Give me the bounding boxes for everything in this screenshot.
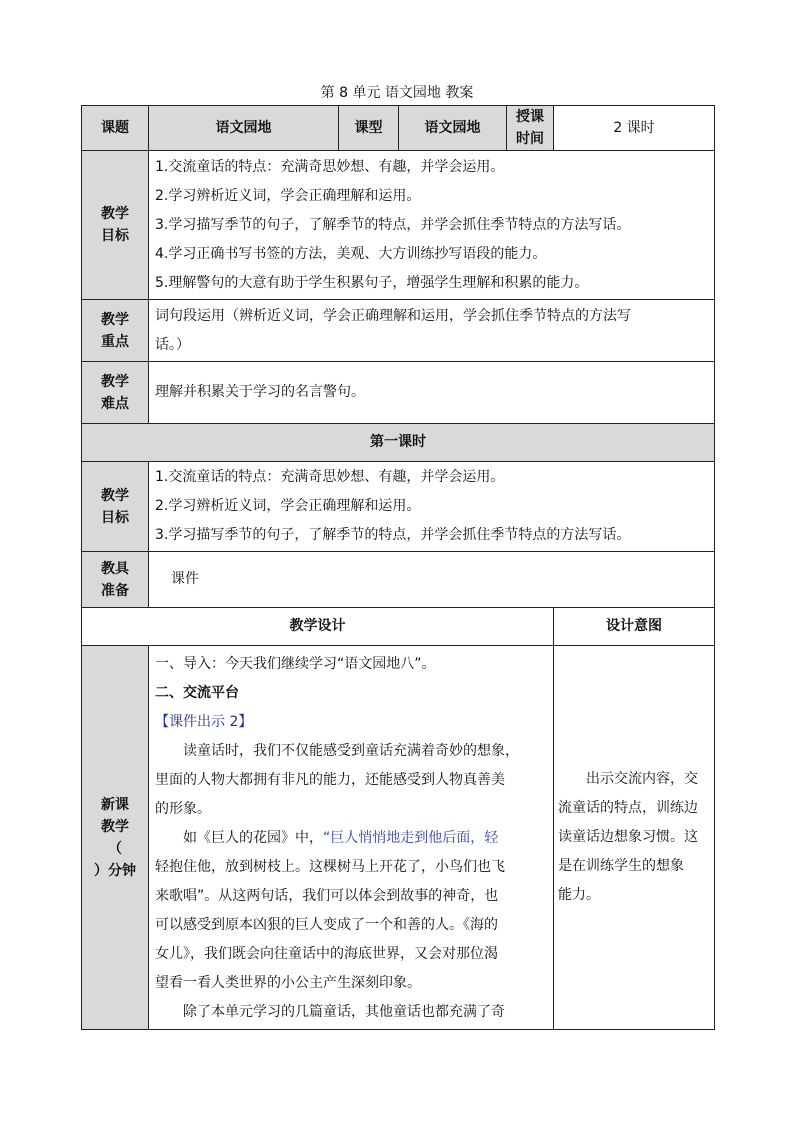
goals-row: [82, 151, 715, 300]
topic-value: 语文园地: [149, 106, 339, 151]
goal-item: 2.学习辨析近义词，学会正确理解和运用。: [155, 187, 421, 204]
design-line: 里面的人物大都拥有非凡的能力，还能感受到人物真善美: [155, 772, 505, 788]
difficulty-label: [82, 362, 149, 424]
lesson-plan-table: [81, 105, 715, 1030]
design-header-row: [82, 608, 715, 646]
new-lesson-label-line-2: 教学: [101, 818, 129, 835]
type-value: 语文园地: [399, 106, 507, 151]
design-line: 可以感受到原本凶狠的巨人变成了一个和善的人。《海的: [155, 917, 498, 933]
new-lesson-label-line-3: （: [108, 840, 122, 857]
difficulty-content: 理解并积累关于学习的名言警句。: [149, 362, 715, 424]
focus-content: [149, 300, 715, 362]
new-lesson-row: [82, 646, 715, 1030]
lesson-one-goal-item: 1.交流童话的特点：充满奇思妙想、有趣，并学会运用。: [155, 469, 505, 485]
intent-line: 能力。: [558, 887, 600, 903]
tools-row: [82, 552, 715, 608]
lesson-one-goals-label-line-2: 目标: [101, 509, 129, 526]
lesson-one-title: 第一课时: [82, 424, 715, 462]
focus-label: [82, 300, 149, 362]
design-header: 教学设计: [82, 608, 554, 646]
lesson-one-goal-item: 2.学习辨析近义词，学会正确理解和运用。: [155, 498, 421, 514]
design-line: [155, 824, 549, 853]
goals-content: [149, 151, 715, 300]
tools-value: 课件: [149, 552, 715, 608]
goal-item: 5.理解警句的大意有助于学生积累句子，增强学生理解和积累的能力。: [155, 274, 589, 291]
new-lesson-label: [82, 646, 149, 1030]
goals-label-line-1: 教学: [101, 206, 129, 222]
goal-item: 3.学习描写季节的句子，了解季节的特点，并学会抓住季节特点的方法写话。: [155, 216, 631, 233]
lesson-one-goals-label: [82, 462, 149, 552]
focus-label-line-1: 教学: [101, 311, 129, 328]
design-line: 女儿》，我们既会向往童话中的海底世界，又会对那位渴: [155, 946, 498, 962]
focus-row: [82, 300, 715, 362]
difficulty-label-line-1: 教学: [101, 373, 129, 390]
lesson-one-goals-content: [149, 462, 715, 552]
design-section-heading: 二、交流平台: [155, 685, 239, 701]
courseware-tag: 【课件出示 2】: [155, 714, 253, 730]
lesson-one-title-row: [82, 424, 715, 462]
new-lesson-intent: [554, 646, 715, 1030]
tools-label: [82, 552, 149, 608]
intent-line: 读童话边想象习惯。这: [558, 829, 698, 845]
intent-header: 设计意图: [554, 608, 715, 646]
focus-line-2: 话。）: [155, 336, 190, 353]
design-line: 望看一看人类世界的小公主产生深刻印象。: [155, 975, 421, 991]
difficulty-row: [82, 362, 715, 424]
tools-label-line-1: 教具: [101, 560, 129, 577]
lesson-one-goals-row: [82, 462, 715, 552]
goal-item: 1.交流童话的特点：充满奇思妙想、有趣，并学会运用。: [155, 158, 505, 175]
goals-label: [82, 151, 149, 300]
new-lesson-label-line-1: 新课: [101, 796, 129, 813]
time-label-line-1: 授课: [516, 109, 544, 125]
new-lesson-design: [149, 646, 554, 1030]
type-label: 课型: [339, 106, 399, 151]
time-label-line-2: 时间: [516, 131, 544, 147]
design-line: 一、导入：今天我们继续学习“语文园地八”。: [155, 656, 436, 672]
lesson-one-goal-item: 3.学习描写季节的句子，了解季节的特点，并学会抓住季节特点的方法写话。: [155, 527, 631, 543]
intent-line: 是在训练学生的想象: [558, 858, 684, 874]
goal-item: 4.学习正确书写书签的方法，美观、大方训练抄写语段的能力。: [155, 245, 547, 262]
goals-label-line-2: 目标: [101, 228, 129, 244]
difficulty-label-line-2: 难点: [101, 395, 129, 412]
focus-label-line-2: 重点: [101, 333, 129, 350]
intent-line: 出示交流内容，交: [586, 771, 698, 787]
design-line: 轻抱住他，放到树枝上。这棵树马上开花了，小鸟们也飞: [155, 859, 505, 875]
focus-line-1: 词句段运用（辨析近义词，学会正确理解和运用，学会抓住季节特点的方法写: [155, 307, 631, 324]
design-line-part: 如《巨人的花园》中，: [183, 830, 323, 846]
header-row: [82, 106, 715, 151]
quote-highlight: “巨人悄悄地走到他后面，轻: [323, 830, 499, 846]
tools-label-line-2: 准备: [101, 582, 129, 599]
design-line: 的形象。: [155, 801, 211, 817]
design-line: 读童话时，我们不仅能感受到童话充满着奇妙的想象，: [183, 743, 519, 759]
lesson-one-goals-label-line-1: 教学: [101, 487, 129, 504]
design-line: 来歌唱”。从这两句话，我们可以体会到故事的神奇，也: [155, 888, 499, 904]
time-value: 2 课时: [554, 106, 715, 151]
time-label: [507, 106, 554, 151]
design-line: 除了本单元学习的几篇童话，其他童话也都充满了奇: [183, 1004, 505, 1020]
new-lesson-label-line-4: ）分钟: [94, 862, 136, 879]
intent-line: 流童话的特点，训练边: [558, 800, 698, 816]
topic-label: 课题: [82, 106, 149, 151]
document-title: 第 8 单元 语文园地 教案: [320, 85, 474, 101]
